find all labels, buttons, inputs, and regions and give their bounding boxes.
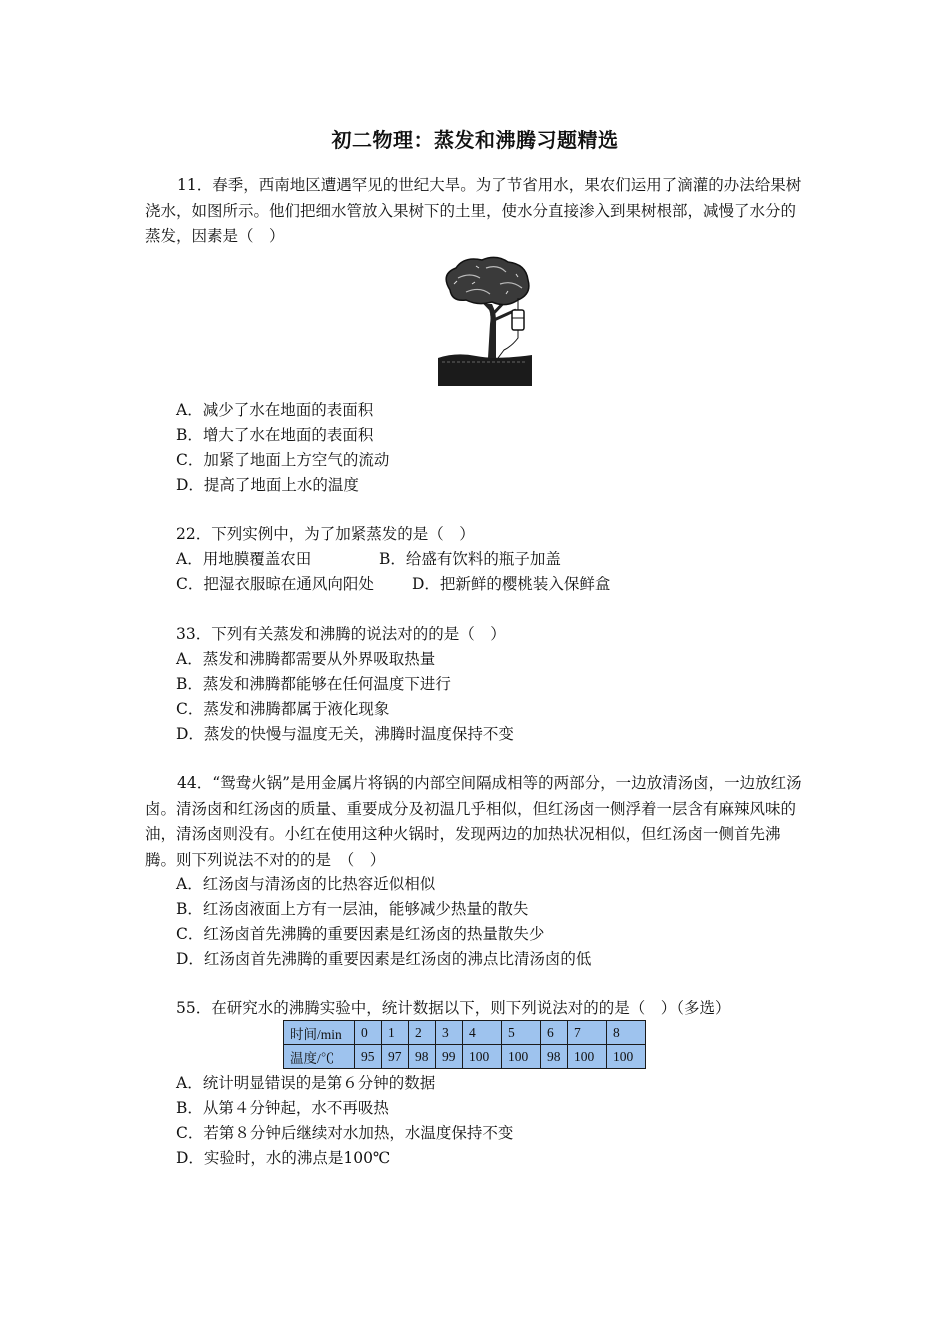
table-cell: 时间/min xyxy=(284,1021,355,1045)
table-cell: 100 xyxy=(502,1045,541,1069)
q5-option-b: B．从第４分钟起，水不再吸热 xyxy=(176,1099,389,1117)
question-3-stem: 33．下列有关蒸发和沸腾的说法对的的是（ ） xyxy=(176,625,506,643)
q5-option-c: C．若第８分钟后继续对水加热，水温度保持不变 xyxy=(176,1124,514,1142)
table-cell: 95 xyxy=(355,1045,382,1069)
question-1-stem: 11．春季，西南地区遭遇罕见的世纪大旱。为了节省用水，果农们运用了滴灌的办法给果树浇水，如图所示。他们把细水管放入果树下的土里，使水分直接渗入到果树根部，减慢了水分的蒸发，因素是（ ） xyxy=(145,176,802,245)
q3-option-b: B．蒸发和沸腾都能够在任何温度下进行 xyxy=(176,675,451,693)
q3-option-c: C．蒸发和沸腾都属于液化现象 xyxy=(176,700,390,718)
table-cell: 5 xyxy=(502,1021,541,1045)
table-row-time xyxy=(284,1021,646,1045)
table-cell: 100 xyxy=(463,1045,502,1069)
q2-option-d: D．把新鲜的樱桃装入保鲜盒 xyxy=(412,575,611,593)
table-cell: 0 xyxy=(355,1021,382,1045)
question-4-stem: 44．“鸳鸯火锅”是用金属片将锅的内部空间隔成相等的两部分，一边放清汤卤，一边放红汤卤。清汤卤和红汤卤的质量、重要成分及初温几乎相似，但红汤卤一侧浮着一层含有麻辣风味的油，清汤卤则没有。小红在使用这种火锅时，发现两边的加热状况相似，但红汤卤一侧首先沸腾。则下列说法不对的的是 （ ） xyxy=(145,774,802,869)
boiling-data-table xyxy=(283,1020,646,1069)
table-cell: 3 xyxy=(436,1021,463,1045)
question-5-stem: 55．在研究水的沸腾实验中，统计数据以下，则下列说法对的的是（ ）（多选） xyxy=(176,999,731,1017)
q4-option-d: D．红汤卤首先沸腾的重要因素是红汤卤的沸点比清汤卤的低 xyxy=(176,950,592,968)
table-cell: 8 xyxy=(607,1021,646,1045)
table-cell: 6 xyxy=(541,1021,568,1045)
q2-option-c: C．把湿衣服晾在通风向阳处 xyxy=(176,575,374,593)
question-2-stem: 22．下列实例中，为了加紧蒸发的是（ ） xyxy=(176,525,475,543)
table-cell: 100 xyxy=(568,1045,607,1069)
table-cell: 温度/℃ xyxy=(284,1045,355,1069)
q1-option-d: D．提高了地面上水的温度 xyxy=(176,476,359,494)
q5-option-a: A．统计明显错误的是第６分钟的数据 xyxy=(176,1074,436,1092)
q4-option-b: B．红汤卤液面上方有一层油，能够减少热量的散失 xyxy=(176,900,529,918)
q5-option-d: D．实验时，水的沸点是100℃ xyxy=(176,1149,391,1167)
table-cell: 2 xyxy=(409,1021,436,1045)
q1-option-b: B．增大了水在地面的表面积 xyxy=(176,426,374,444)
q2-option-a: A．用地膜覆盖农田 xyxy=(176,550,312,568)
table-cell: 97 xyxy=(382,1045,409,1069)
table-cell: 4 xyxy=(463,1021,502,1045)
table-cell: 98 xyxy=(541,1045,568,1069)
table-cell: 99 xyxy=(436,1045,463,1069)
q4-option-c: C．红汤卤首先沸腾的重要因素是红汤卤的热量散失少 xyxy=(176,925,545,943)
table-row-temperature xyxy=(284,1045,646,1069)
q2-option-b: B．给盛有饮料的瓶子加盖 xyxy=(379,550,561,568)
q1-option-c: C．加紧了地面上方空气的流动 xyxy=(176,451,390,469)
q3-option-a: A．蒸发和沸腾都需要从外界吸取热量 xyxy=(176,650,436,668)
table-cell: 98 xyxy=(409,1045,436,1069)
table-cell: 100 xyxy=(607,1045,646,1069)
table-cell: 1 xyxy=(382,1021,409,1045)
q1-option-a: A．减少了水在地面的表面积 xyxy=(176,401,374,419)
page-title: 初二物理：蒸发和沸腾习题精选 xyxy=(331,128,619,152)
tree-drip-irrigation-figure xyxy=(436,254,532,386)
q3-option-d: D．蒸发的快慢与温度无关，沸腾时温度保持不变 xyxy=(176,725,514,743)
q4-option-a: A．红汤卤与清汤卤的比热容近似相似 xyxy=(176,875,436,893)
table-cell: 7 xyxy=(568,1021,607,1045)
